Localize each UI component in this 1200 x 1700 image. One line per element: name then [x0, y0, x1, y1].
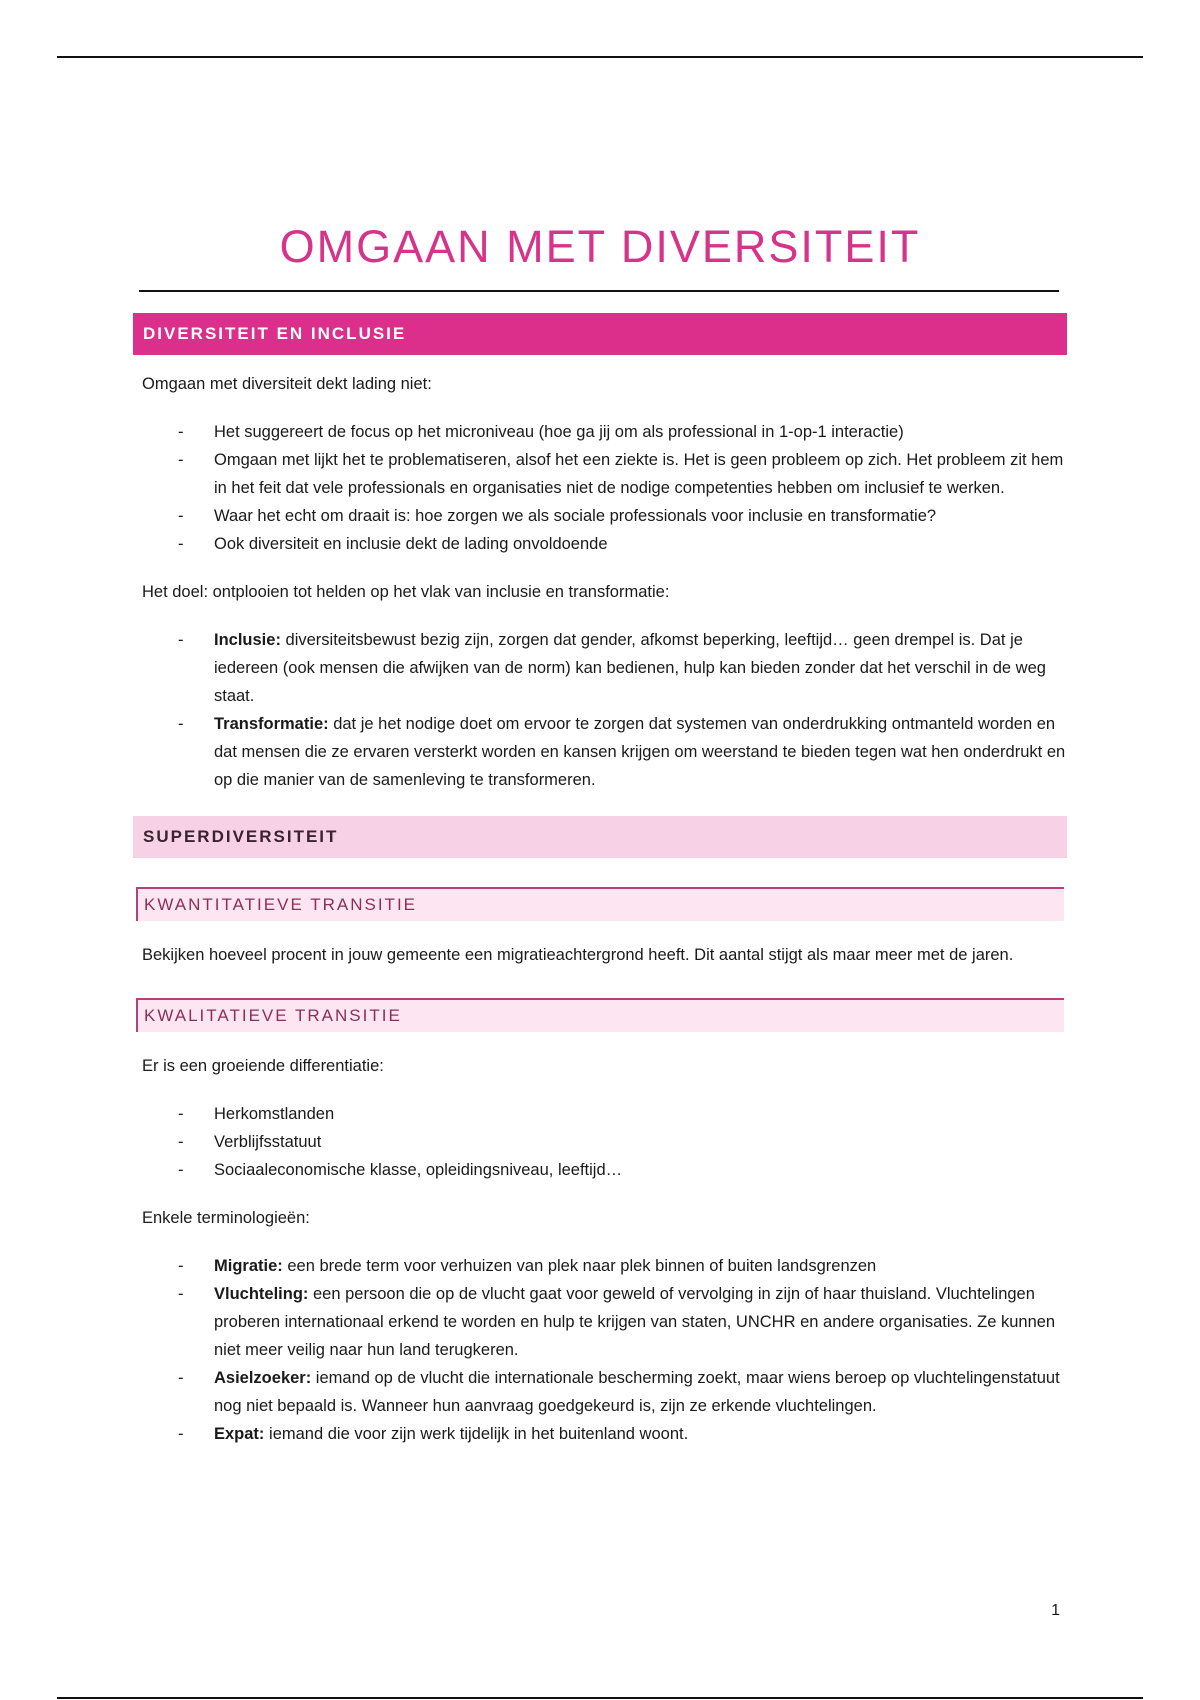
list-item: - Migratie: een brede term voor verhuizen van plek naar plek binnen of buiten landsgrenzen	[178, 1257, 877, 1275]
page-top-rule	[57, 56, 1143, 58]
list-item: - Inclusie: diversiteitsbewust bezig zijn, zorgen dat gender, afkomst beperking, leeftijd… geen drempel is. Dat je iedereen (ook mensen die afwijken van de norm) kan bedienen, hulp kan bieden zonder dat het verschil in de weg staat.	[178, 631, 1046, 705]
goal-paragraph: Het doel: ontplooien tot helden op het vlak van inclusie en transformatie:	[142, 583, 670, 601]
critique-list	[133, 418, 1067, 558]
list-item: - Sociaaleconomische klasse, opleidingsniveau, leeftijd…	[178, 1161, 623, 1179]
document-title: OMGAAN MET DIVERSITEIT	[279, 221, 921, 272]
differentiatie-paragraph: Er is een groeiende differentiatie:	[142, 1057, 384, 1075]
terminologie-list	[133, 1252, 1067, 1448]
terminologie-paragraph: Enkele terminologieën:	[142, 1209, 310, 1227]
page-number: 1	[1051, 1602, 1060, 1619]
intro-paragraph: Omgaan met diversiteit dekt lading niet:	[142, 375, 432, 393]
heading-diversiteit-en-inclusie: DIVERSITEIT EN INCLUSIE	[133, 313, 1067, 355]
list-item: - Vluchteling: een persoon die op de vlucht gaat voor geweld of vervolging in zijn of haar thuisland. Vluchtelingen proberen internationaal erkend te worden en hulp te krijgen van staten, UNCHR en andere organisaties. Ze kunnen niet meer veilig naar hun land terugkeren.	[178, 1285, 1056, 1359]
list-item: - Expat: iemand die voor zijn werk tijdelijk in het buitenland woont.	[178, 1425, 689, 1443]
page-bottom-rule	[57, 1697, 1143, 1699]
list-item: - Transformatie: dat je het nodige doet om ervoor te zorgen dat systemen van onderdrukking ontmanteld worden en dat mensen die ze ervaren versterkt worden en kansen krijgen om weerstand te bieden tegen wat hen onderdrukt en op die manier van de samenleving te transformeren.	[178, 715, 1066, 789]
list-item: - Herkomstlanden	[178, 1105, 335, 1123]
kwantitatief-paragraph: Bekijken hoeveel procent in jouw gemeente een migratieachtergrond heeft. Dit aantal stijgt als maar meer met de jaren.	[142, 946, 1014, 964]
list-item: - Omgaan met lijkt het te problematiseren, alsof het een ziekte is. Het is geen probleem op zich. Het probleem zit hem in het feit dat vele professionals en organisaties niet de nodige competenties hebben om inclusief te werken.	[178, 451, 1064, 497]
document-body	[133, 313, 1067, 1448]
list-item: - Waar het echt om draait is: hoe zorgen we als sociale professionals voor inclusie en transformatie?	[178, 507, 937, 525]
list-item: - Verblijfsstatuut	[178, 1133, 322, 1151]
list-item: - Asielzoeker: iemand op de vlucht die internationale bescherming zoekt, maar wiens beroep op vluchtelingenstatuut nog niet bepaald is. Wanneer hun aanvraag goedgekeurd is, zijn ze erkende vluchtelingen.	[178, 1369, 1060, 1415]
list-item: - Het suggereert de focus op het microniveau (hoe ga jij om als professional in 1-op-1 interactie)	[178, 423, 904, 441]
heading-kwalitatieve-transitie: KWALITATIEVE TRANSITIE	[136, 998, 1064, 1032]
heading-superdiversiteit: SUPERDIVERSITEIT	[133, 816, 1067, 858]
goal-list	[133, 626, 1067, 794]
heading-kwantitatieve-transitie: KWANTITATIEVE TRANSITIE	[136, 887, 1064, 921]
title-underline	[139, 290, 1059, 292]
differentiatie-list	[133, 1100, 1067, 1184]
list-item: - Ook diversiteit en inclusie dekt de lading onvoldoende	[178, 535, 608, 553]
